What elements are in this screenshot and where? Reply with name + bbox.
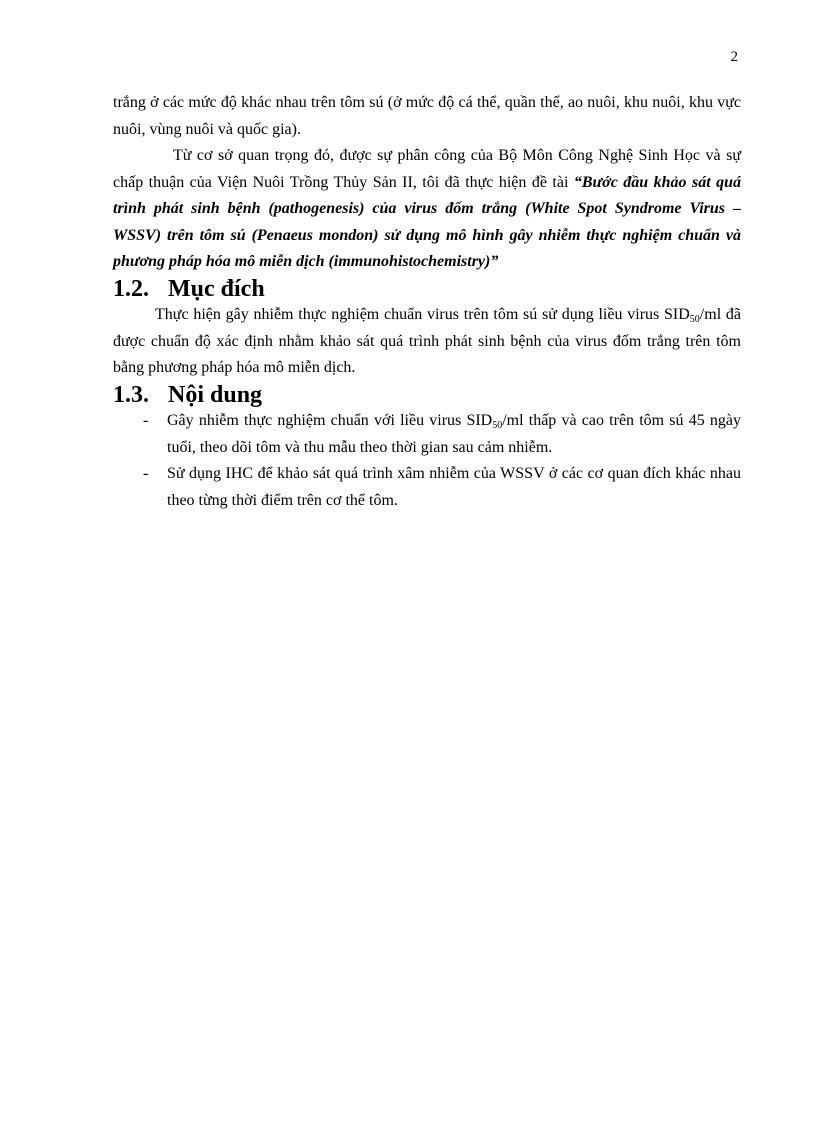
section-heading-content — [113, 382, 741, 409]
purpose-text-after: /ml đã được chuẩn độ xác định nhằm khảo sát quá trình phát sinh bệnh của virus đốm trắng trên tôm bằng phương pháp hóa mô miễn dịch. — [113, 306, 742, 376]
bullet-text-before: Gây nhiễm thực nghiệm chuẩn với liều virus SID — [167, 412, 493, 429]
section-number: 1.2. — [113, 275, 149, 302]
document-body — [113, 90, 741, 514]
purpose-text-before: Thực hiện gây nhiễm thực nghiệm chuẩn virus trên tôm sú sử dụng liều virus SID — [155, 306, 690, 323]
paragraph-continuation: trắng ở các mức độ khác nhau trên tôm sú (ở mức độ cá thể, quần thể, ao nuôi, khu nuôi, khu vực nuôi, vùng nuôi và quốc gia). — [113, 94, 741, 138]
thesis-title: “Bước đầu khảo sát quá trình phát sinh bệnh (pathogenesis) của virus đốm trắng (White Spot Syndrome Virus – WSSV) trên tôm sú (Penaeus mondon) sử dụng mô hình gây nhiễm thực nghiệm chuẩn và phương pháp hóa mô miễn dịch (immunohistochemistry)” — [113, 173, 742, 270]
list-item — [143, 461, 741, 514]
purpose-subscript: 50 — [689, 314, 700, 325]
list-item — [143, 408, 741, 461]
paragraph-purpose — [113, 302, 741, 382]
topic-intro-text: Từ cơ sở quan trọng đó, được sự phân công của Bộ Môn Công Nghệ Sinh Học và sự chấp thuận của Viện Nuôi Trồng Thủy Sản II, tôi đã thực hiện đề tài — [113, 147, 741, 191]
paragraph-topic — [113, 143, 741, 276]
bullet-dash: - — [143, 412, 149, 429]
section-number: 1.3. — [113, 381, 149, 408]
bullet-text-after: /ml thấp và cao trên tôm sú 45 ngày tuổi, theo dõi tôm và thu mẫu theo thời gian sau cảm nhiễm. — [167, 412, 741, 456]
section-title: Mục đích — [168, 275, 265, 302]
bullet-dash: - — [143, 465, 149, 482]
section-heading-purpose — [113, 276, 741, 303]
content-bullet-list — [113, 408, 741, 514]
page-number: 2 — [730, 49, 738, 65]
bullet-text: Sử dụng IHC để khảo sát quá trình xâm nhiễm của WSSV ở các cơ quan đích khác nhau theo từng thời điểm trên cơ thể tôm. — [167, 465, 741, 509]
section-title: Nội dung — [168, 381, 263, 408]
bullet-subscript: 50 — [492, 420, 503, 431]
